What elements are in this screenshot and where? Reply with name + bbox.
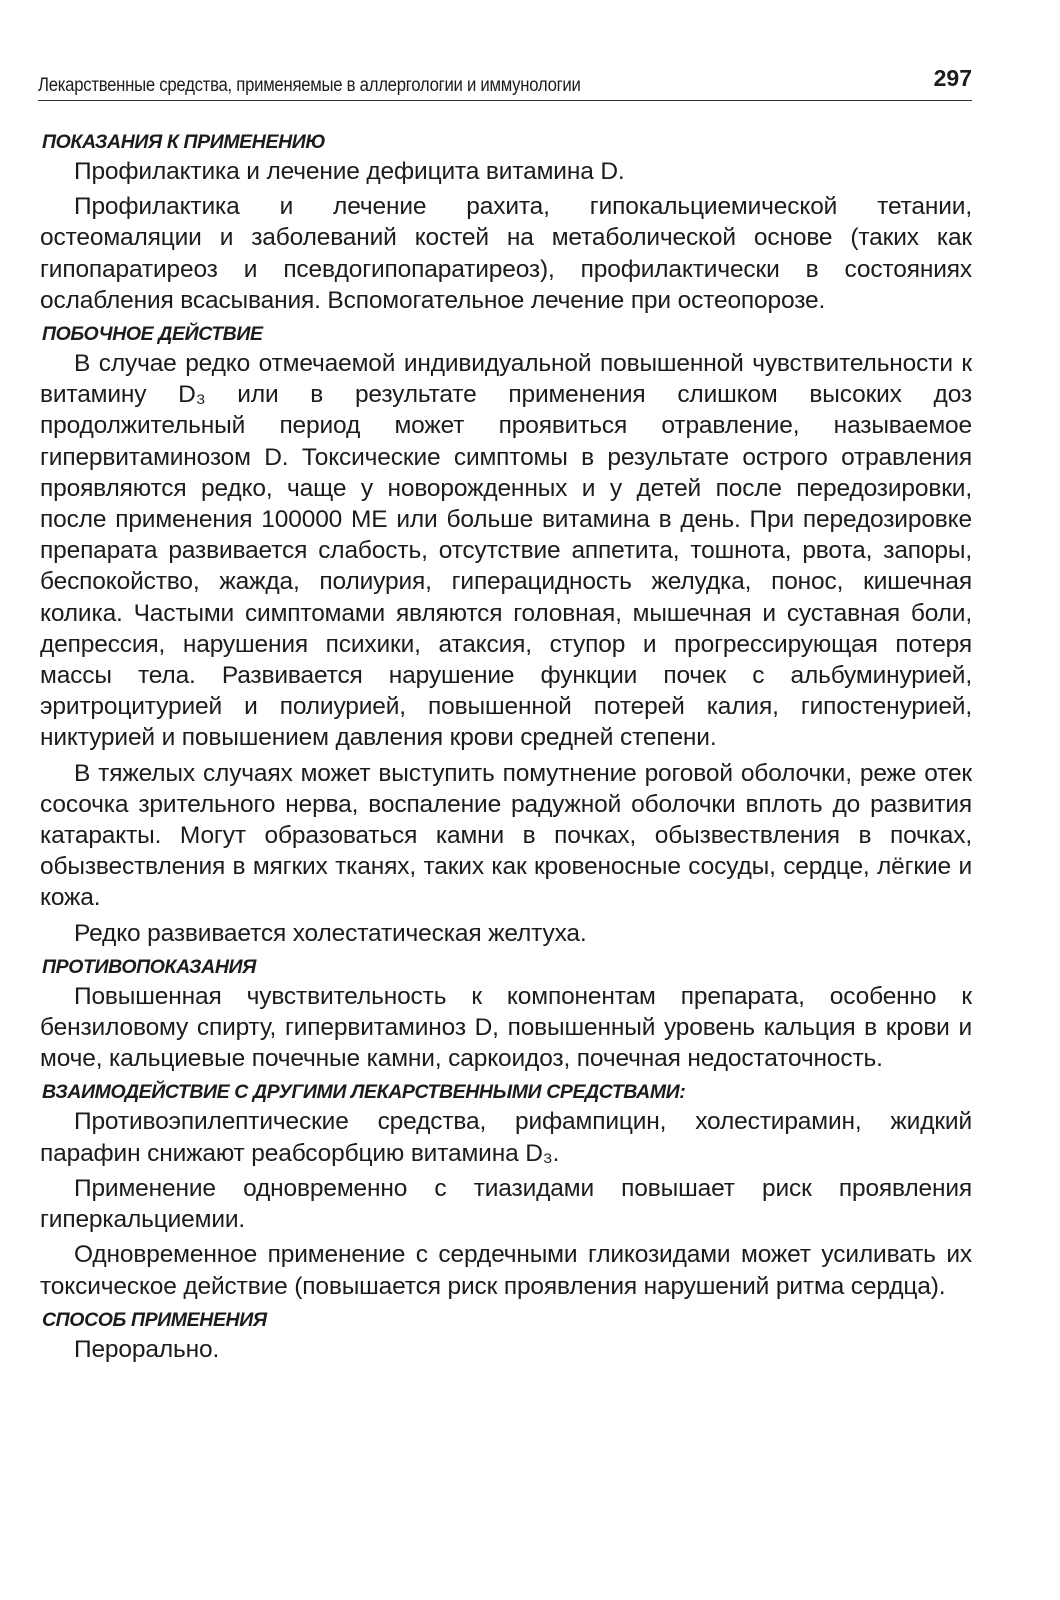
section-interactions: [40, 1078, 972, 1301]
section-side-effects: [40, 320, 972, 949]
running-header: [38, 58, 972, 101]
paragraph: Противоэпилептические средства, рифампицин, холестирамин, жидкий парафин снижают реабсорбцию витамина D₃.: [40, 1108, 972, 1167]
paragraph: В случае редко отмечаемой индивидуальной повышенной чувствительности к витамину D₃ или в результате применения слишком высоких доз продолжительный период может проявиться отравление, называемое гипервитаминозом D. Токсические симптомы в результате острого отравления проявляются редко, чаще у новорожденных и у детей после передозировки, после применения 100000 МЕ или больше витамина в день. При передозировке препарата развивается слабость, отсутствие аппетита, тошнота, рвота, запоры, беспокойство, жажда, полиурия, гиперацидность желудка, понос, кишечная колика. Частыми симптомами являются головная, мышечная и суставная боли, депрессия, нарушения психики, атаксия, ступор и прогрессирующая потеря массы тела. Развивается нарушение функции почек с альбуминурией, эритроцитурией и полиурией, повышенной потерей калия, гипостенурией, никтурией и повышением давления крови средней степени.: [40, 350, 972, 752]
section-title: ПОКАЗАНИЯ К ПРИМЕНЕНИЮ: [42, 131, 326, 153]
section-indications: [40, 128, 972, 316]
paragraph: Профилактика и лечение рахита, гипокальциемической тетании, остеомаляции и заболеваний костей на метаболической основе (таких как гипопаратиреоз и псевдогипопаратиреоз), профилактически в состояниях ослабления всасывания. Вспомогательное лечение при остеопорозе.: [40, 193, 972, 314]
paragraph: Редко развивается холестатическая желтуха.: [74, 919, 587, 947]
section-title: ПОБОЧНОЕ ДЕЙСТВИЕ: [42, 323, 263, 346]
section-administration: [40, 1306, 972, 1365]
section-title: ВЗАИМОДЕЙСТВИЕ С ДРУГИМИ ЛЕКАРСТВЕННЫМИ СРЕДСТВАМИ:: [42, 1081, 686, 1104]
paragraph: В тяжелых случаях может выступить помутнение роговой оболочки, реже отек сосочка зрительного нерва, воспаление радужной оболочки вплоть до развития катаракты. Могут образоваться камни в почках, обызвествления в почках, обызвествления в мягких тканях, таких как кровеносные сосуды, сердце, лёгкие и кожа.: [40, 759, 972, 912]
paragraph: Применение одновременно с тиазидами повышает риск проявления гиперкальциемии.: [40, 1174, 972, 1234]
paragraph: Одновременное применение с сердечными гликозидами может усиливать их токсическое действие (повышается риск проявления нарушений ритма сердца).: [40, 1241, 972, 1300]
paragraph: Повышенная чувствительность к компонентам препарата, особенно к бензиловому спирту, гипервитаминоз D, повышенный уровень кальция в крови и моче, кальциевые почечные камни, саркоидоз, почечная недостаточность.: [40, 982, 972, 1073]
page-content: [40, 128, 972, 1369]
running-header-title: Лекарственные средства, применяемые в аллергологии и иммунологии: [38, 75, 581, 96]
paragraph: Профилактика и лечение дефицита витамина D.: [74, 158, 625, 185]
paragraph: Перорально.: [74, 1335, 220, 1363]
section-title: ПРОТИВОПОКАЗАНИЯ: [42, 955, 256, 978]
section-title: СПОСОБ ПРИМЕНЕНИЯ: [42, 1308, 267, 1331]
section-contraindications: [40, 953, 972, 1075]
page-number: 297: [933, 65, 972, 91]
